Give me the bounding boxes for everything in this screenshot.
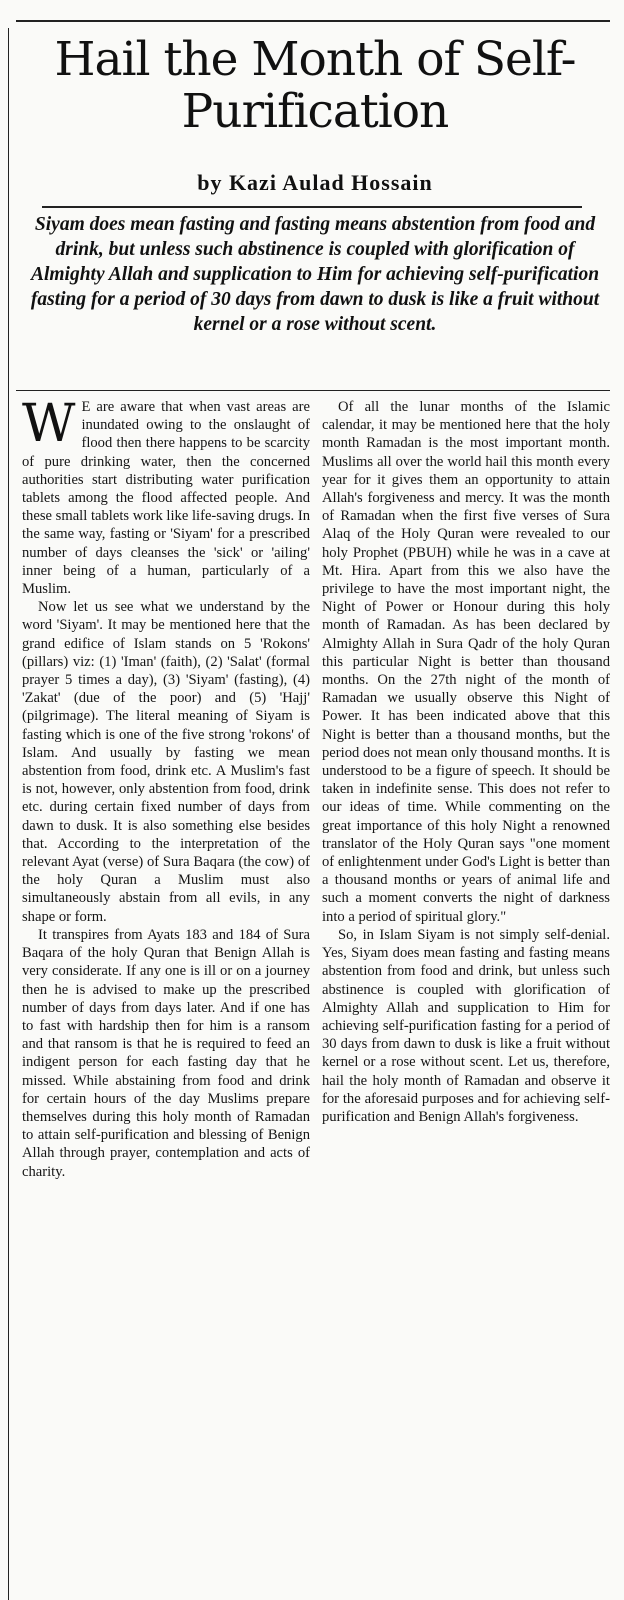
paragraph-1 [22, 398, 310, 598]
left-border-rule [8, 28, 9, 1600]
standfirst: Siyam does mean fasting and fasting means abstention from food and drink, but unless such abstinence is coupled with glorification of Almighty Allah and supplication to Him for achieving self-purification fasting for a period of 30 days from dawn to dusk is like a fruit without kernel or a rose without scent. [30, 214, 600, 335]
headline: Hail the Month of Self-Purification [54, 32, 576, 139]
paragraph-3: It transpires from Ayats 183 and 184 of Sura Baqara of the holy Quran that Benign Allah is very considerate. If any one is ill or on a journey then he is advised to make up the prescribed number of days from days later. And if one has to fast with hardship then for him is a ransom and that ransom is that he is required to feed an indigent person for each fasting day that he missed. While abstaining from food and drink for certain hours of the day Muslims prepare themselves during this holy month of Ramadan to attain self-purification and blessing of Benign Allah through prayer, contemplation and acts of charity. [22, 926, 310, 1180]
paragraph-5: So, in Islam Siyam is not simply self-denial. Yes, Siyam does mean fasting and fasting means abstention from food and drink, but unless such abstinence is coupled with glorification of Almighty Allah and supplication to Him for achieving self-purification fasting for a period of 30 days from dawn to dusk is like a fruit without kernel or a rose without scent. Let us, therefore, hail the holy month of Ramadan and observe it for the aforesaid purposes and for achieving self-purification and Benign Allah's forgiveness. [322, 926, 610, 1125]
byline-divider [42, 206, 582, 208]
article-column-left [22, 398, 310, 1594]
drop-cap: W [22, 398, 76, 454]
standfirst-divider [16, 390, 610, 391]
top-rule [16, 20, 610, 22]
paragraph-4: Of all the lunar months of the Islamic calendar, it may be mentioned here that the holy month Ramadan is the most important month. Muslims all over the world hail this month every year for it gives them an opportunity to attain Allah's forgiveness and mercy. It was the month of Ramadan when the first five verses of Sura Alaq of the Holy Quran were revealed to our holy Prophet (PBUH) while he was in a cave at Mt. Hira. Apart from this we also have the privilege to have the most important night, the Night of Power or Honour during this holy month of Ramadan. As has been declared by Almighty Allah in Sura Qadr of the holy Quran this particular Night is better than thousand months. On the 27th night of the month of Ramadan we usually observe this Night of Power. It has been indicated above that this Night is better than a thousand months, but the period does not mean only thousand months. It is understood to be a figure of speech. It should be taken in indefinite sense. This does not refer to our ideas of time. While commenting on the great importance of this holy Night a renowned translator of the Holy Quran says "one moment of enlightenment under God's Light is better than a thousand months or years of animal life and such a moment converts the night of darkness into a period of spiritual glory." [322, 399, 610, 925]
paragraph-2: Now let us see what we understand by the word 'Siyam'. It may be mentioned here that the grand edifice of Islam stands on 5 'Rokons' (pillars) viz: (1) 'Iman' (faith), (2) 'Salat' (formal prayer 5 times a day), (3) 'Siyam' (fasting), (4) 'Zakat' (due of the poor) and (5) 'Hajj' (pilgrimage). The literal meaning of Siyam is fasting which is one of the five strong 'rokons' of Islam. And usually by fasting we mean abstention from food, drink etc. A Muslim's fast is not, however, only abstention from food, drink etc. during certain fixed number of days from dawn to dusk. It is also something else besides that. According to the interpretation of the relevant Ayat (verse) of Sura Baqara (the cow) of the holy Quran a Muslim must also simultaneously abstain from all evils, in any shape or form. [22, 599, 310, 925]
article-column-right [322, 398, 610, 1594]
paragraph-1-text: E are aware that when vast areas are inundated owing to the onslaught of flood then there happens to be scarcity of pure drinking water, then the concerned authorities start distributing water purification tablets among the flood affected people. And these small tablets work like life-saving drugs. In the same way, fasting or 'Siyam' for a prescribed number of days cleanses the 'sick' or 'ailing' inner being of a human, particularly of a Muslim. [22, 399, 310, 598]
byline: by Kazi Aulad Hossain [197, 170, 433, 195]
